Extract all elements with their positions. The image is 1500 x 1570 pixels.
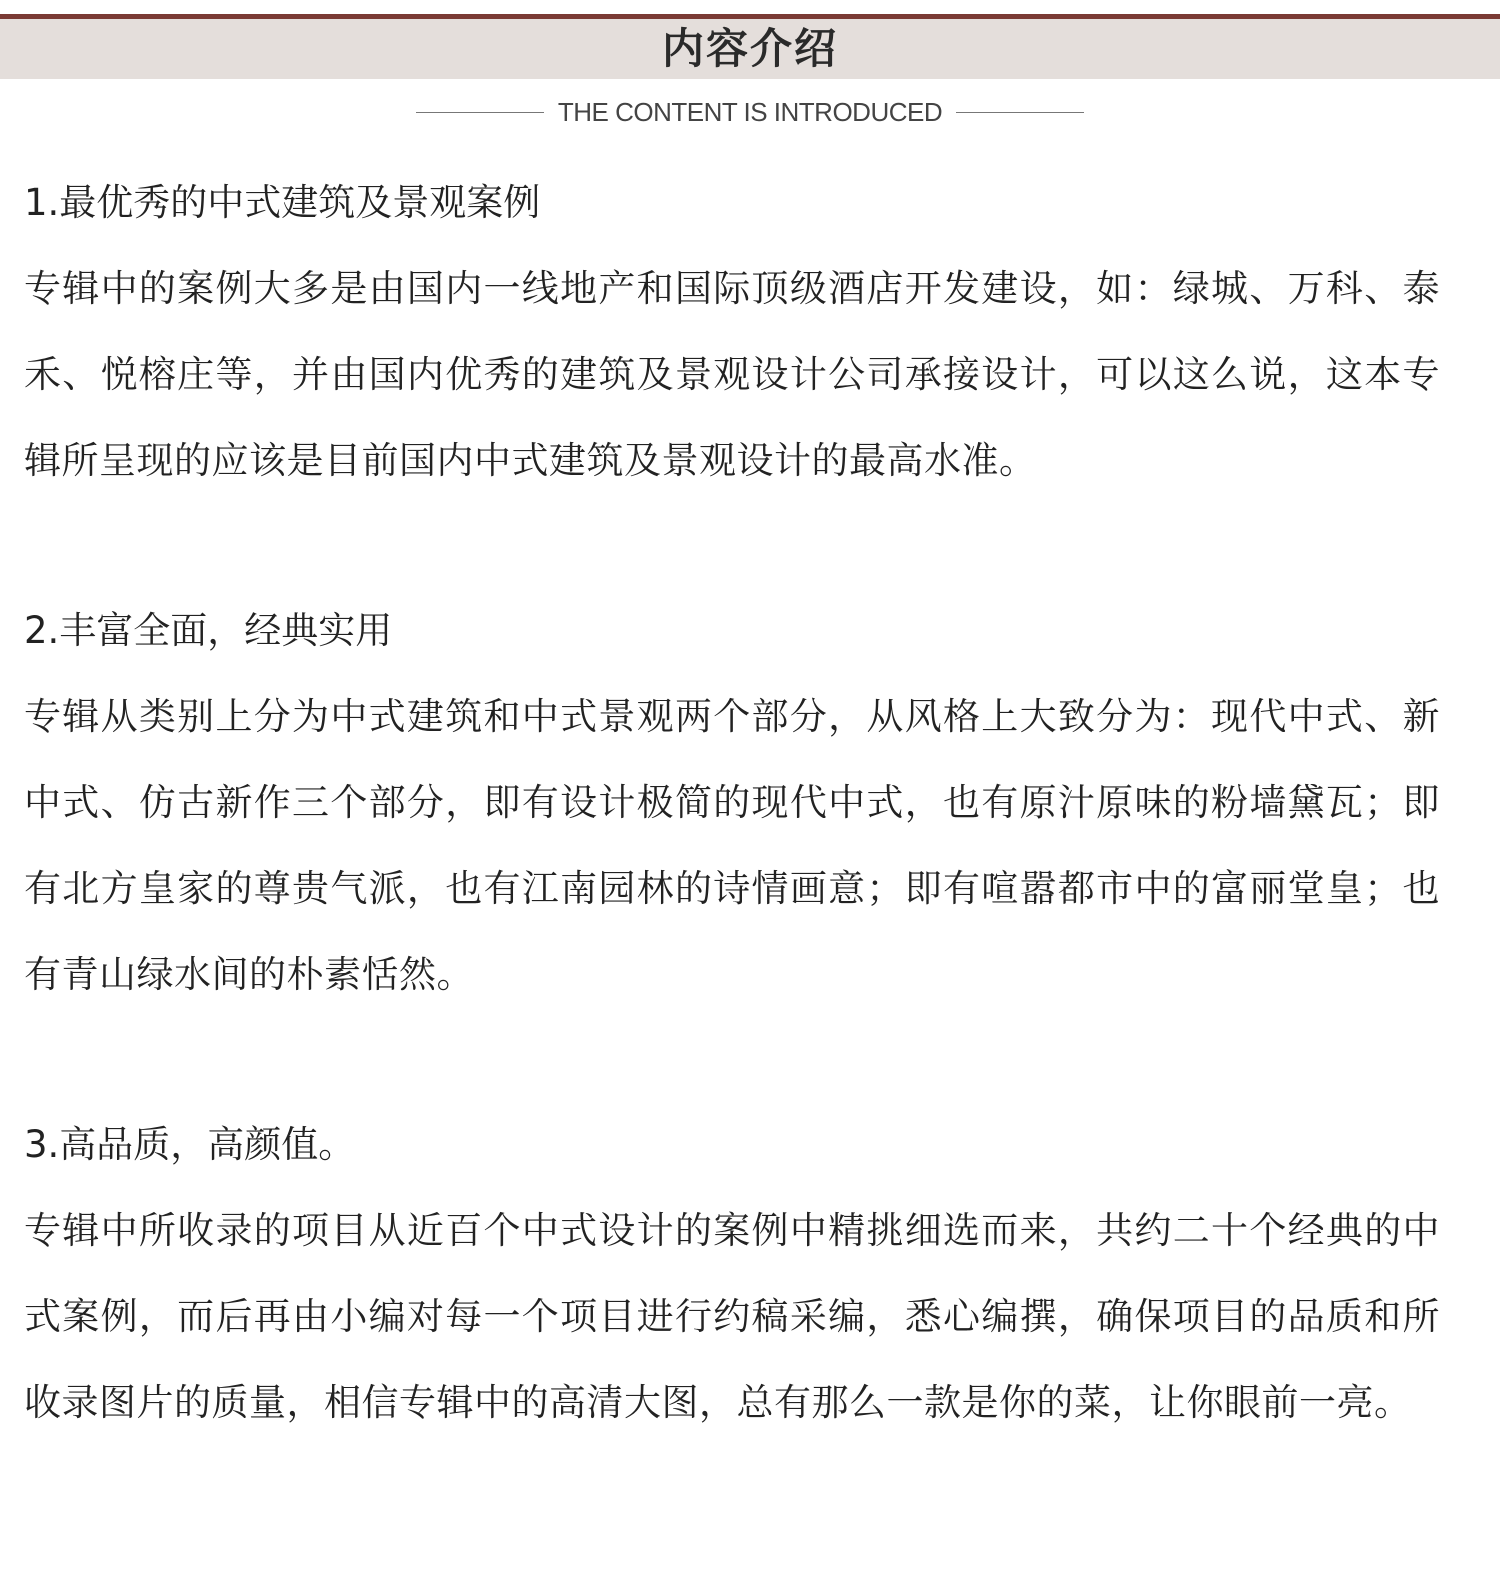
section-paragraph: 专辑中的案例大多是由国内一线地产和国际顶级酒店开发建设，如：绿城、万科、泰禾、悦榕庄等，并由国内优秀的建筑及景观设计公司承接设计，可以这么说，这本专辑所呈现的应该是目前国内中式建筑及景观设计的最高水准。 [24,267,1440,482]
section-paragraph: 专辑中所收录的项目从近百个中式设计的案例中精挑细选而来，共约二十个经典的中式案例，而后再由小编对每一个项目进行约稿采编，悉心编撰，确保项目的品质和所收录图片的质量，相信专辑中的高清大图，总有那么一款是你的菜，让你眼前一亮。 [24,1209,1440,1424]
subtitle-right-rule [956,112,1084,113]
page-title: 内容介绍 [661,24,838,73]
section-heading: 3.高品质，高颜值。 [24,1123,356,1166]
content-body [24,160,1440,1446]
subtitle-row [0,90,1500,134]
section-3 [24,1102,1440,1446]
section-1 [24,160,1440,504]
section-heading: 1.最优秀的中式建筑及景观案例 [24,181,541,224]
section-paragraph: 专辑从类别上分为中式建筑和中式景观两个部分，从风格上大致分为：现代中式、新中式、仿古新作三个部分，即有设计极简的现代中式，也有原汁原味的粉墙黛瓦；即有北方皇家的尊贵气派，也有江南园林的诗情画意；即有喧嚣都市中的富丽堂皇；也有青山绿水间的朴素恬然。 [24,695,1440,996]
subtitle-left-rule [416,112,544,113]
section-heading: 2.丰富全面，经典实用 [24,609,393,652]
section-2 [24,588,1440,1018]
section-header [0,19,1500,79]
page-subtitle: THE CONTENT IS INTRODUCED [557,96,943,127]
